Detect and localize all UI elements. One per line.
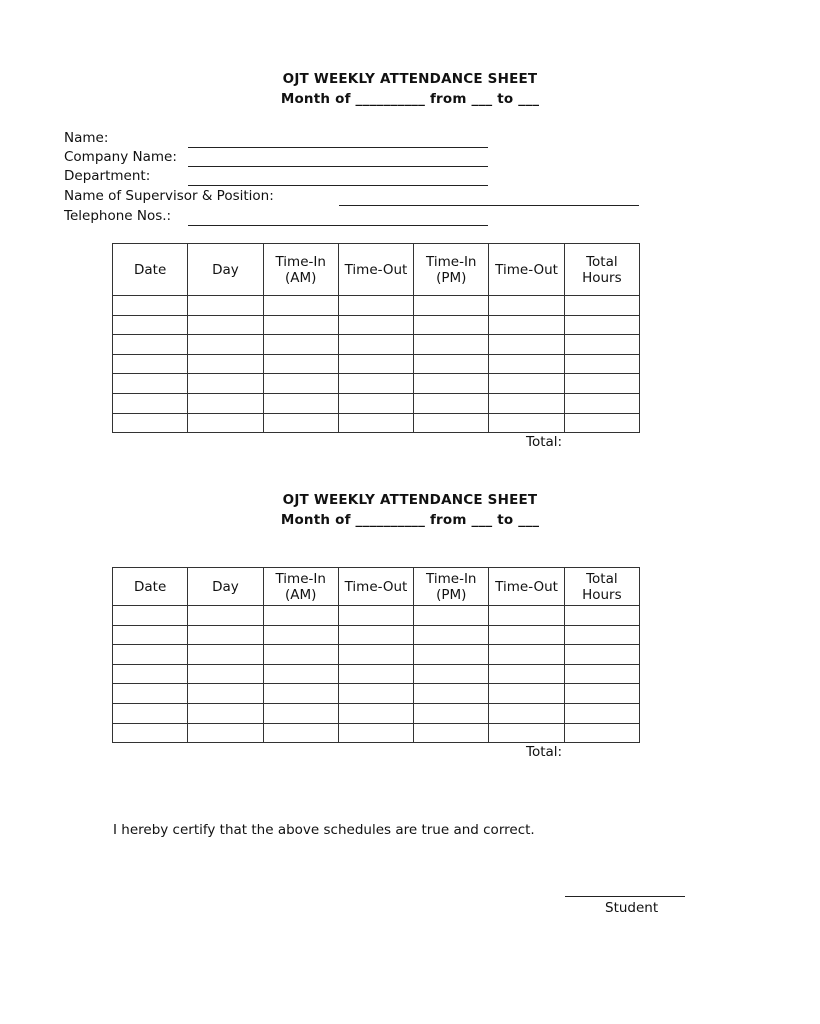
table-cell[interactable] bbox=[414, 393, 489, 413]
table-cell[interactable] bbox=[113, 374, 188, 394]
table-cell[interactable] bbox=[338, 315, 413, 335]
table-cell[interactable] bbox=[414, 684, 489, 704]
table-cell[interactable] bbox=[414, 335, 489, 355]
table-cell[interactable] bbox=[489, 413, 564, 433]
table-header-row bbox=[113, 568, 640, 606]
table-cell[interactable] bbox=[188, 684, 263, 704]
table-cell[interactable] bbox=[564, 393, 639, 413]
table-cell[interactable] bbox=[188, 374, 263, 394]
table-cell[interactable] bbox=[263, 335, 338, 355]
table-cell[interactable] bbox=[263, 664, 338, 684]
table-cell[interactable] bbox=[564, 296, 639, 316]
table-cell[interactable] bbox=[489, 723, 564, 743]
table-cell[interactable] bbox=[263, 354, 338, 374]
table-cell[interactable] bbox=[263, 703, 338, 723]
signature-label: Student bbox=[605, 900, 659, 916]
table-cell[interactable] bbox=[263, 606, 338, 626]
table-cell[interactable] bbox=[338, 645, 413, 665]
telephone-field-line[interactable] bbox=[188, 225, 488, 226]
attendance-table-2 bbox=[112, 567, 640, 743]
table-row bbox=[113, 703, 640, 723]
table-row bbox=[113, 684, 640, 704]
table-cell[interactable] bbox=[188, 625, 263, 645]
table1-total-label: Total: bbox=[526, 434, 563, 450]
table-cell[interactable] bbox=[113, 315, 188, 335]
table-row bbox=[113, 296, 640, 316]
sheet1-subtitle: Month of __________ from ___ to ___ bbox=[280, 91, 540, 107]
table-cell[interactable] bbox=[414, 606, 489, 626]
table-cell[interactable] bbox=[489, 393, 564, 413]
col-day-header: Day bbox=[188, 568, 263, 606]
company-name-field-line[interactable] bbox=[188, 166, 488, 167]
table-cell[interactable] bbox=[263, 315, 338, 335]
table-cell[interactable] bbox=[414, 413, 489, 433]
table-cell[interactable] bbox=[414, 664, 489, 684]
table-cell[interactable] bbox=[564, 625, 639, 645]
table-cell[interactable] bbox=[263, 684, 338, 704]
table-cell[interactable] bbox=[489, 645, 564, 665]
table-cell[interactable] bbox=[338, 606, 413, 626]
table-cell[interactable] bbox=[188, 723, 263, 743]
table-cell[interactable] bbox=[113, 625, 188, 645]
table-cell[interactable] bbox=[188, 335, 263, 355]
table-cell[interactable] bbox=[414, 315, 489, 335]
table-cell[interactable] bbox=[188, 664, 263, 684]
table-cell[interactable] bbox=[489, 625, 564, 645]
table-cell[interactable] bbox=[263, 393, 338, 413]
table-row bbox=[113, 374, 640, 394]
table-row bbox=[113, 606, 640, 626]
table-cell[interactable] bbox=[188, 296, 263, 316]
table-cell[interactable] bbox=[564, 413, 639, 433]
attendance-rows-1 bbox=[113, 296, 640, 433]
table-row bbox=[113, 413, 640, 433]
table-cell[interactable] bbox=[564, 723, 639, 743]
table-cell[interactable] bbox=[338, 664, 413, 684]
name-label: Name: bbox=[64, 130, 109, 146]
table-cell[interactable] bbox=[564, 374, 639, 394]
sheet1-title: OJT WEEKLY ATTENDANCE SHEET bbox=[282, 71, 538, 87]
table-cell[interactable] bbox=[338, 413, 413, 433]
table-cell[interactable] bbox=[263, 374, 338, 394]
col-time-out-am-header: Time-Out bbox=[338, 244, 413, 296]
company-name-label: Company Name: bbox=[64, 149, 177, 165]
col-time-out-pm-header: Time-Out bbox=[489, 244, 564, 296]
table-cell[interactable] bbox=[489, 703, 564, 723]
sheet2-subtitle: Month of __________ from ___ to ___ bbox=[280, 512, 540, 528]
table-cell[interactable] bbox=[338, 684, 413, 704]
col-time-in-am-header: Time-In (AM) bbox=[263, 244, 338, 296]
col-time-out-am-header: Time-Out bbox=[338, 568, 413, 606]
sheet2-title: OJT WEEKLY ATTENDANCE SHEET bbox=[282, 492, 538, 508]
table-cell[interactable] bbox=[564, 335, 639, 355]
table-cell[interactable] bbox=[263, 625, 338, 645]
table-cell[interactable] bbox=[338, 354, 413, 374]
col-time-in-pm-header: Time-In (PM) bbox=[414, 244, 489, 296]
supervisor-label: Name of Supervisor & Position: bbox=[64, 188, 274, 204]
col-day-header: Day bbox=[188, 244, 263, 296]
table-cell[interactable] bbox=[489, 664, 564, 684]
attendance-table-1 bbox=[112, 243, 640, 433]
table-cell[interactable] bbox=[188, 315, 263, 335]
department-label: Department: bbox=[64, 168, 151, 184]
table-cell[interactable] bbox=[338, 393, 413, 413]
student-signature-block bbox=[560, 884, 659, 920]
name-field-line[interactable] bbox=[188, 147, 488, 148]
signature-line[interactable] bbox=[565, 896, 685, 897]
table-row bbox=[113, 645, 640, 665]
table-row bbox=[113, 723, 640, 743]
col-total-hours-header: Total Hours bbox=[564, 568, 639, 606]
table-cell[interactable] bbox=[338, 625, 413, 645]
table-row bbox=[113, 315, 640, 335]
table-cell[interactable] bbox=[564, 315, 639, 335]
col-time-in-pm-header: Time-In (PM) bbox=[414, 568, 489, 606]
table-cell[interactable] bbox=[188, 606, 263, 626]
table-cell[interactable] bbox=[564, 703, 639, 723]
table-cell[interactable] bbox=[113, 335, 188, 355]
table-cell[interactable] bbox=[188, 393, 263, 413]
table-cell[interactable] bbox=[113, 664, 188, 684]
table-cell[interactable] bbox=[263, 413, 338, 433]
table-cell[interactable] bbox=[414, 723, 489, 743]
table-cell[interactable] bbox=[188, 413, 263, 433]
table-cell[interactable] bbox=[489, 374, 564, 394]
table2-total-label: Total: bbox=[526, 744, 563, 760]
table-cell[interactable] bbox=[113, 354, 188, 374]
table-cell[interactable] bbox=[113, 684, 188, 704]
table-cell[interactable] bbox=[113, 703, 188, 723]
table-header-row bbox=[113, 244, 640, 296]
department-field-line[interactable] bbox=[188, 185, 488, 186]
col-time-out-pm-header: Time-Out bbox=[489, 568, 564, 606]
table-row bbox=[113, 625, 640, 645]
table-cell[interactable] bbox=[113, 645, 188, 665]
table-cell[interactable] bbox=[414, 354, 489, 374]
supervisor-field-line[interactable] bbox=[339, 205, 639, 206]
table-cell[interactable] bbox=[338, 723, 413, 743]
table-cell[interactable] bbox=[338, 374, 413, 394]
table-cell[interactable] bbox=[489, 296, 564, 316]
table-cell[interactable] bbox=[489, 606, 564, 626]
table-cell[interactable] bbox=[414, 703, 489, 723]
table-row bbox=[113, 335, 640, 355]
table-cell[interactable] bbox=[113, 296, 188, 316]
table-cell[interactable] bbox=[113, 723, 188, 743]
table-cell[interactable] bbox=[338, 335, 413, 355]
table-cell[interactable] bbox=[564, 606, 639, 626]
attendance-rows-2 bbox=[113, 606, 640, 743]
table-row bbox=[113, 354, 640, 374]
table-cell[interactable] bbox=[338, 296, 413, 316]
col-time-in-am-header: Time-In (AM) bbox=[263, 568, 338, 606]
table-row bbox=[113, 393, 640, 413]
table-cell[interactable] bbox=[489, 684, 564, 704]
table-cell[interactable] bbox=[414, 645, 489, 665]
table-cell[interactable] bbox=[414, 296, 489, 316]
table-cell[interactable] bbox=[564, 684, 639, 704]
table-cell[interactable] bbox=[188, 354, 263, 374]
table-cell[interactable] bbox=[414, 625, 489, 645]
table-cell[interactable] bbox=[414, 374, 489, 394]
table-cell[interactable] bbox=[564, 664, 639, 684]
table-cell[interactable] bbox=[489, 335, 564, 355]
table-cell[interactable] bbox=[489, 315, 564, 335]
table-cell[interactable] bbox=[338, 703, 413, 723]
table-cell[interactable] bbox=[188, 645, 263, 665]
col-total-hours-header: Total Hours bbox=[564, 244, 639, 296]
table-cell[interactable] bbox=[263, 645, 338, 665]
table-cell[interactable] bbox=[263, 296, 338, 316]
table-cell[interactable] bbox=[263, 723, 338, 743]
certification-statement: I hereby certify that the above schedules are true and correct. bbox=[113, 822, 535, 838]
table-cell[interactable] bbox=[564, 354, 639, 374]
table-cell[interactable] bbox=[113, 393, 188, 413]
table-cell[interactable] bbox=[489, 354, 564, 374]
table-cell[interactable] bbox=[113, 606, 188, 626]
col-date-header: Date bbox=[113, 568, 188, 606]
table-cell[interactable] bbox=[188, 703, 263, 723]
table-cell[interactable] bbox=[113, 413, 188, 433]
table-row bbox=[113, 664, 640, 684]
table-cell[interactable] bbox=[564, 645, 639, 665]
col-date-header: Date bbox=[113, 244, 188, 296]
telephone-label: Telephone Nos.: bbox=[64, 208, 172, 224]
